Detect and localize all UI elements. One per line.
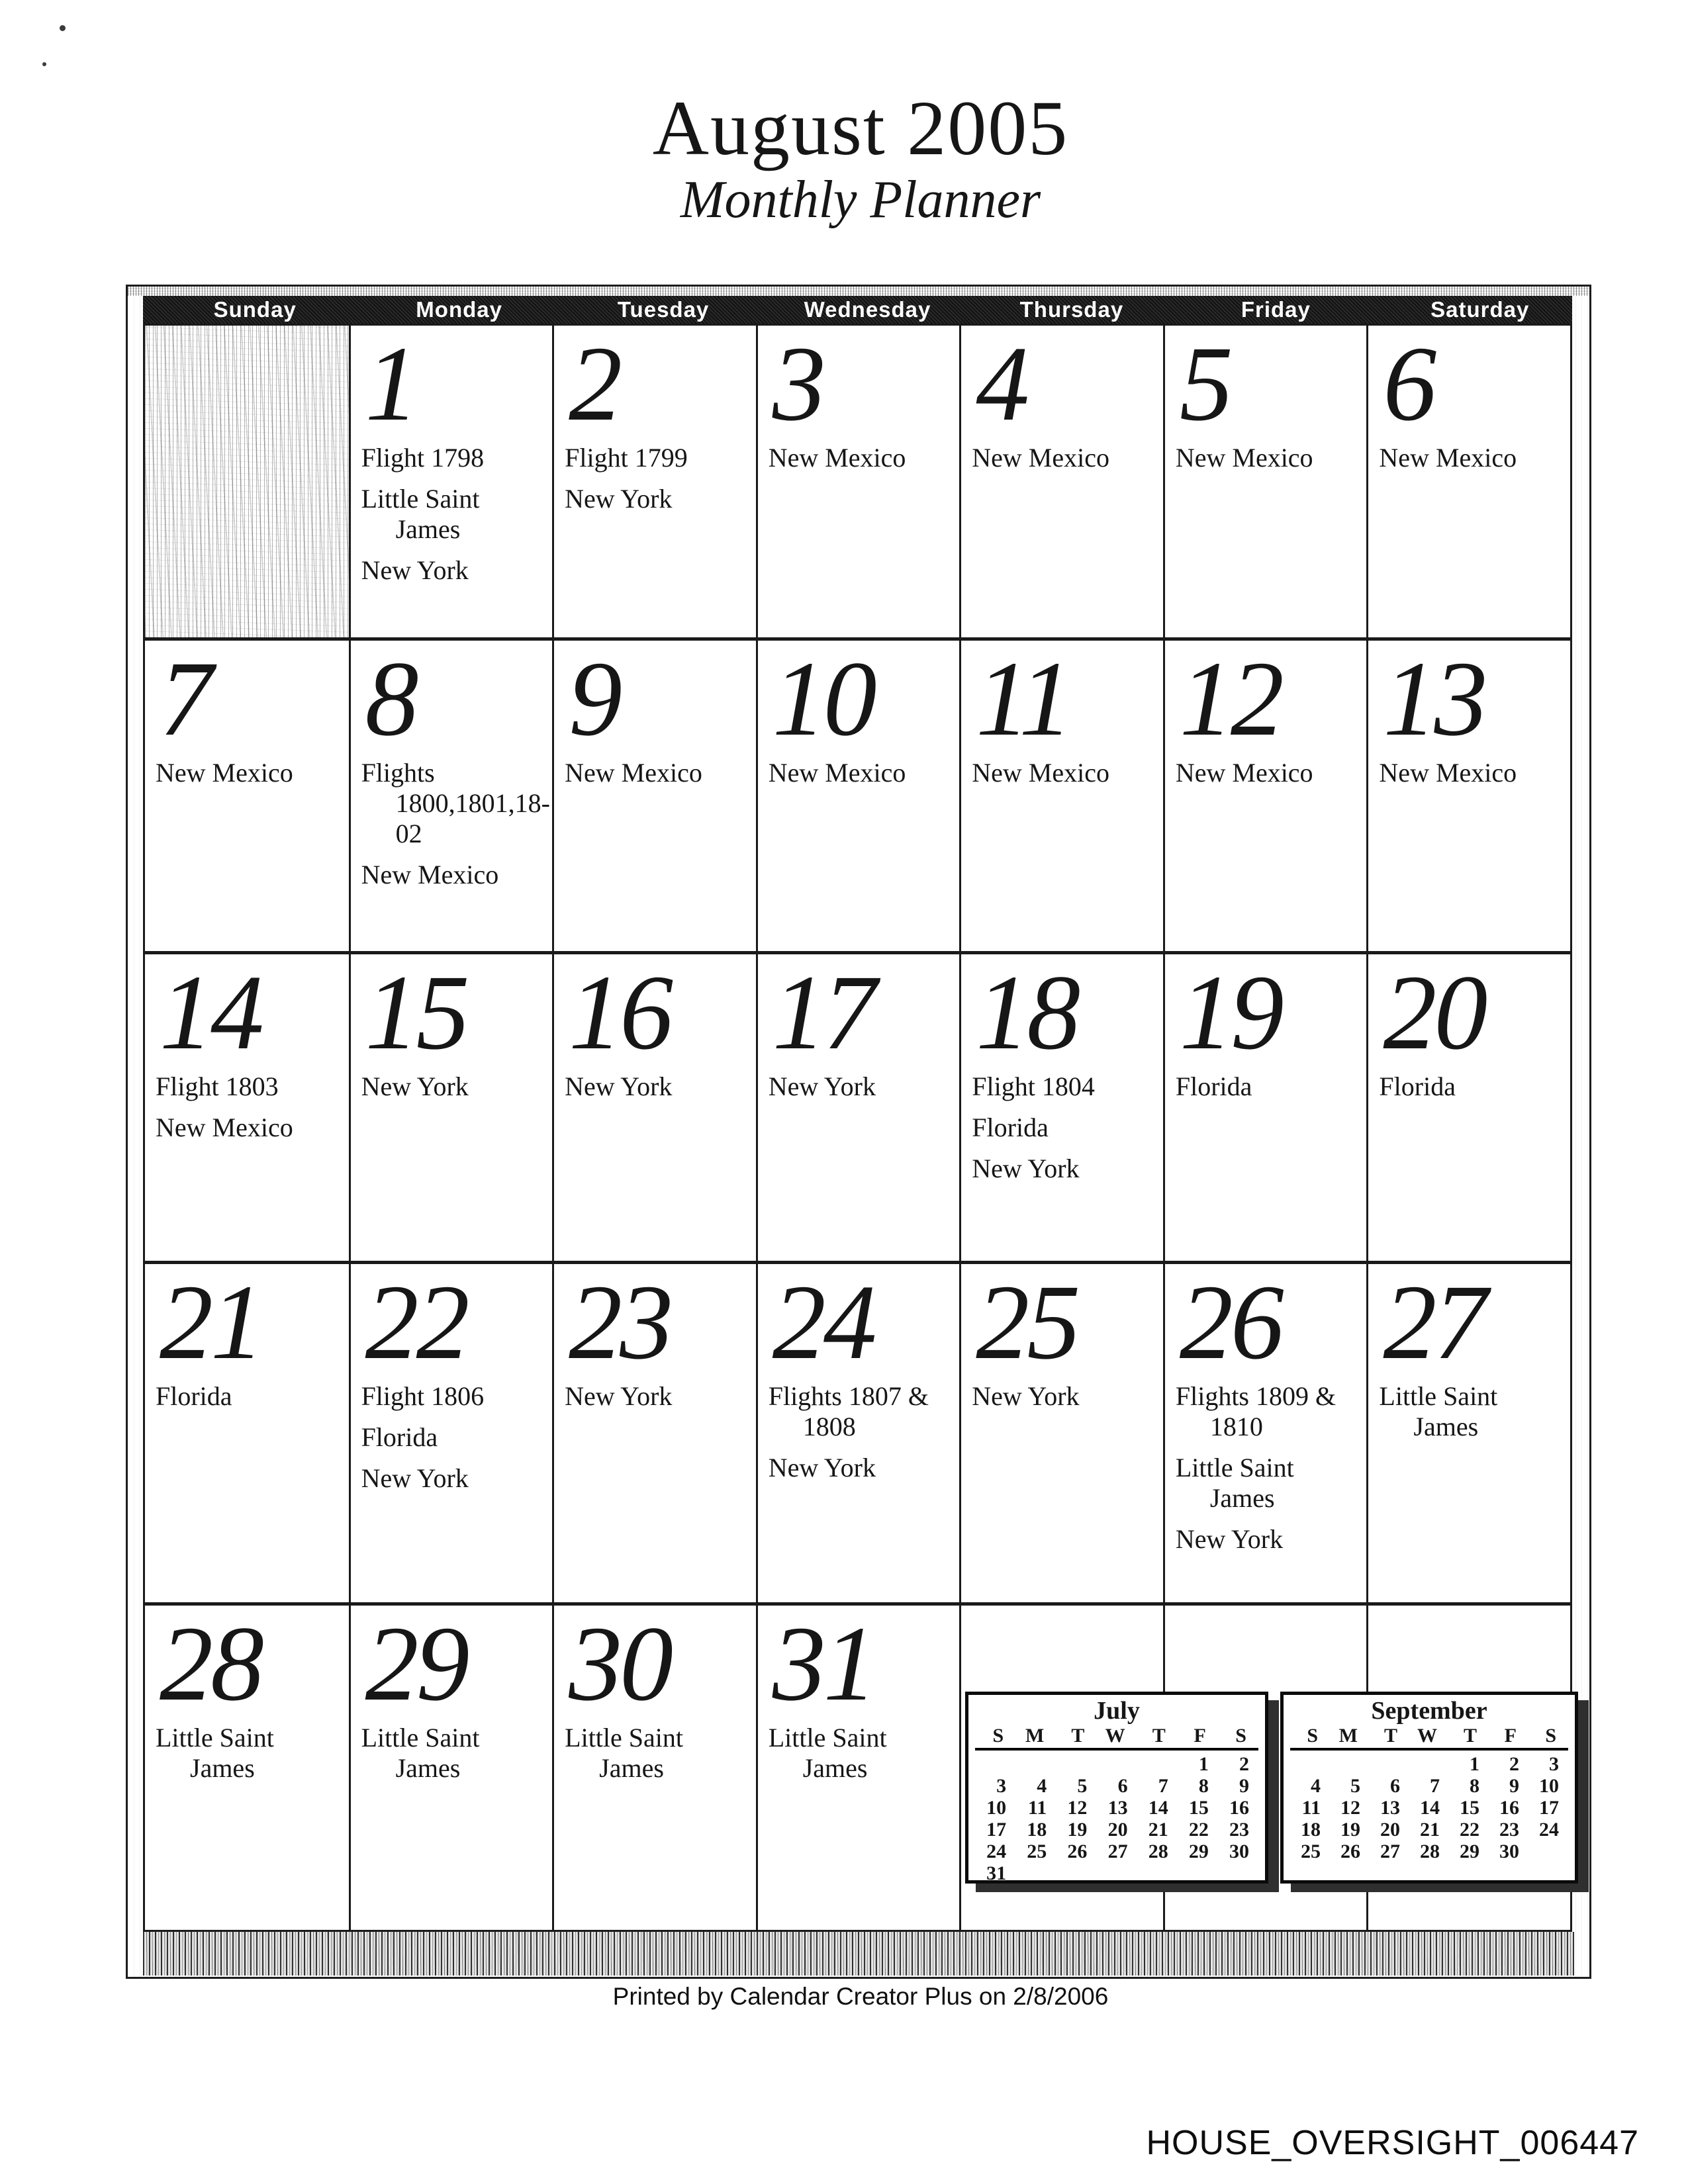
mini-day-number: 8	[1470, 1775, 1479, 1797]
calendar-event: Little Saint James	[768, 1723, 887, 1784]
calendar-event: New Mexico	[972, 758, 1109, 788]
mini-day-number: 15	[1188, 1797, 1209, 1819]
calendar-event: New York	[565, 1381, 673, 1412]
print-footer: Printed by Calendar Creator Plus on 2/8/2006	[612, 1983, 1109, 2010]
mini-day-number: 7	[1158, 1775, 1168, 1797]
mini-day-number: 17	[1539, 1797, 1559, 1819]
day-cell-28	[145, 1602, 349, 1930]
day-cell-9	[552, 637, 756, 951]
mini-empty-cell	[1137, 1862, 1178, 1884]
weekday-label-monday: Monday	[416, 297, 502, 322]
mini-day-number: 16	[1499, 1797, 1519, 1819]
mini-day-number: 31	[986, 1862, 1007, 1884]
day-cell-26	[1163, 1261, 1367, 1602]
day-cell-12	[1163, 637, 1367, 951]
mini-day-number: 2	[1239, 1753, 1249, 1775]
day-number: 26	[1179, 1263, 1282, 1382]
mini-empty-cell	[1056, 1862, 1096, 1884]
mini-day-number: 5	[1077, 1775, 1088, 1797]
calendar-event: New Mexico	[768, 443, 906, 473]
scan-artifact-dot	[42, 62, 46, 66]
frame-bottom-border	[143, 1932, 1574, 1976]
day-number: 16	[569, 954, 671, 1072]
day-cell-5	[1163, 326, 1367, 637]
mini-weekday-label: T	[1463, 1725, 1477, 1747]
mini-day-number: 2	[1509, 1753, 1519, 1775]
calendar-event: New York	[361, 1071, 469, 1102]
mini-day-number: 29	[1188, 1841, 1209, 1862]
calendar-event: Florida	[156, 1381, 232, 1412]
mini-weekday-label: F	[1504, 1725, 1517, 1747]
calendar-grid	[143, 324, 1572, 1932]
day-number: 2	[569, 326, 620, 443]
calendar-event: New York	[361, 1463, 469, 1494]
calendar-event: Flight 1799	[565, 443, 688, 473]
mini-weekday-label: S	[1235, 1725, 1246, 1747]
mini-empty-cell	[1096, 1753, 1137, 1775]
calendar-event: New Mexico	[768, 758, 906, 788]
mini-empty-cell	[1370, 1753, 1409, 1775]
day-cell-31	[756, 1602, 960, 1930]
mini-day-number: 6	[1117, 1775, 1128, 1797]
day-number: 8	[365, 640, 416, 758]
day-number: 7	[160, 640, 211, 758]
day-cell-24	[756, 1261, 960, 1602]
day-number: 28	[160, 1605, 261, 1723]
day-cell-29	[349, 1602, 553, 1930]
mini-empty-cell	[1218, 1862, 1258, 1884]
day-cell-1	[349, 326, 553, 637]
calendar-event: Little Saint James	[1379, 1381, 1498, 1442]
mini-day-number: 22	[1460, 1819, 1479, 1841]
day-number: 29	[365, 1605, 467, 1723]
mini-weekday-label: W	[1105, 1725, 1125, 1747]
mini-day-number: 6	[1390, 1775, 1400, 1797]
day-cell-10	[756, 637, 960, 951]
mini-weekday-label: M	[1338, 1725, 1358, 1747]
calendar-event: New York	[768, 1453, 876, 1483]
mini-day-number: 22	[1188, 1819, 1209, 1841]
calendar-event: Little Saint James	[361, 1723, 480, 1784]
day-number: 22	[365, 1263, 467, 1382]
day-number: 25	[976, 1263, 1078, 1382]
mini-weekday-label: S	[992, 1725, 1004, 1747]
page-title: August 2005	[652, 85, 1069, 171]
day-cell-4	[959, 326, 1163, 637]
day-cell-19	[1163, 951, 1367, 1261]
mini-day-number: 23	[1229, 1819, 1249, 1841]
calendar-event: New York	[565, 1071, 673, 1102]
calendar-event: Flight 1806	[361, 1381, 485, 1412]
day-number: 20	[1383, 954, 1485, 1072]
mini-empty-cell	[1137, 1753, 1178, 1775]
mini-day-number: 8	[1198, 1775, 1209, 1797]
calendar-event: Flights 1800,1801,18-02	[361, 758, 550, 849]
mini-empty-cell	[1528, 1841, 1568, 1862]
day-cell-15	[349, 951, 553, 1261]
mini-day-number: 17	[986, 1819, 1007, 1841]
calendar-event: New York	[972, 1154, 1080, 1184]
mini-day-number: 15	[1460, 1797, 1479, 1819]
mini-day-number: 27	[1107, 1841, 1128, 1862]
mini-day-number: 28	[1420, 1841, 1440, 1862]
day-number: 14	[160, 954, 261, 1072]
mini-day-number: 1	[1470, 1753, 1479, 1775]
mini-empty-cell	[975, 1753, 1015, 1775]
mini-day-number: 19	[1340, 1819, 1360, 1841]
day-cell-2	[552, 326, 756, 637]
mini-day-number: 4	[1311, 1775, 1321, 1797]
mini-weekday-label: S	[1545, 1725, 1556, 1747]
calendar-event: Florida	[1175, 1071, 1252, 1102]
mini-day-number: 26	[1067, 1841, 1088, 1862]
calendar-event: New Mexico	[1175, 758, 1313, 788]
day-number: 12	[1179, 640, 1282, 758]
empty-day-cell	[145, 326, 349, 637]
mini-day-number: 10	[986, 1797, 1007, 1819]
day-number: 1	[365, 326, 416, 443]
calendar-event: New Mexico	[361, 860, 499, 890]
mini-day-number: 23	[1499, 1819, 1519, 1841]
day-cell-16	[552, 951, 756, 1261]
mini-day-number: 9	[1509, 1775, 1519, 1797]
mini-day-number: 18	[1027, 1819, 1047, 1841]
mini-empty-cell	[1015, 1753, 1056, 1775]
mini-day-number: 1	[1198, 1753, 1209, 1775]
calendar-event: Florida	[972, 1113, 1049, 1143]
mini-day-number: 11	[1027, 1797, 1047, 1819]
day-number: 18	[976, 954, 1078, 1072]
day-number: 23	[569, 1263, 671, 1382]
calendar-event: New York	[972, 1381, 1080, 1412]
calendar-event: New Mexico	[565, 758, 702, 788]
mini-day-number: 21	[1420, 1819, 1440, 1841]
mini-day-number: 18	[1301, 1819, 1321, 1841]
mini-weekday-header-row	[1290, 1725, 1568, 1747]
mini-day-number: 20	[1107, 1819, 1128, 1841]
mini-day-number: 21	[1148, 1819, 1168, 1841]
day-number: 30	[569, 1605, 671, 1723]
mini-day-number: 7	[1430, 1775, 1440, 1797]
mini-day-number: 24	[1539, 1819, 1559, 1841]
mini-calendar-july	[965, 1692, 1268, 1884]
calendar-event: New Mexico	[1175, 443, 1313, 473]
calendar-event: Little Saint James	[1175, 1453, 1294, 1514]
calendar-event: New York	[768, 1071, 876, 1102]
calendar-event: New Mexico	[1379, 758, 1517, 788]
day-cell-22	[349, 1261, 553, 1602]
mini-day-number: 10	[1539, 1775, 1559, 1797]
weekday-header-row	[143, 296, 1572, 324]
mini-empty-cell	[1330, 1753, 1370, 1775]
mini-day-number: 30	[1499, 1841, 1519, 1862]
mini-day-number: 25	[1301, 1841, 1321, 1862]
day-cell-3	[756, 326, 960, 637]
day-number: 3	[772, 326, 823, 443]
calendar-event: Little Saint James	[156, 1723, 274, 1784]
day-cell-17	[756, 951, 960, 1261]
day-number: 5	[1179, 326, 1231, 443]
mini-header-rule	[975, 1748, 1258, 1751]
weekday-label-thursday: Thursday	[1019, 297, 1124, 322]
calendar-event: Flights 1809 & 1810	[1175, 1381, 1336, 1442]
day-number: 21	[160, 1263, 261, 1382]
day-cell-13	[1366, 637, 1570, 951]
page-subtitle: Monthly Planner	[680, 171, 1041, 230]
day-number: 10	[772, 640, 874, 758]
calendar-event: New Mexico	[156, 758, 293, 788]
weekday-label-friday: Friday	[1241, 297, 1311, 322]
day-cell-8	[349, 637, 553, 951]
calendar-event: New Mexico	[972, 443, 1109, 473]
calendar-event: New Mexico	[156, 1113, 293, 1143]
mini-day-number: 20	[1380, 1819, 1400, 1841]
mini-weekday-label: W	[1417, 1725, 1437, 1747]
day-number: 17	[772, 954, 874, 1072]
day-number: 4	[976, 326, 1027, 443]
mini-day-number: 4	[1037, 1775, 1047, 1797]
mini-day-number: 19	[1067, 1819, 1088, 1841]
mini-empty-cell	[1096, 1862, 1137, 1884]
mini-weekday-label: T	[1071, 1725, 1085, 1747]
calendar-event: Little Saint James	[361, 484, 480, 545]
mini-day-number: 27	[1380, 1841, 1400, 1862]
mini-day-number: 14	[1420, 1797, 1440, 1819]
mini-weekday-label: M	[1025, 1725, 1045, 1747]
day-cell-6	[1366, 326, 1570, 637]
day-number: 13	[1383, 640, 1485, 758]
weekday-label-saturday: Saturday	[1430, 297, 1530, 322]
mini-day-number: 16	[1229, 1797, 1249, 1819]
mini-empty-cell	[1015, 1862, 1056, 1884]
mini-empty-cell	[1409, 1753, 1449, 1775]
calendar-event: New Mexico	[1379, 443, 1517, 473]
day-cell-23	[552, 1261, 756, 1602]
mini-day-grid	[975, 1753, 1258, 1884]
day-number: 11	[976, 640, 1070, 758]
mini-day-number: 28	[1148, 1841, 1168, 1862]
mini-day-number: 24	[986, 1841, 1007, 1862]
calendar-event: Flight 1798	[361, 443, 485, 473]
mini-empty-cell	[1178, 1862, 1218, 1884]
calendar-event: New York	[361, 555, 469, 586]
day-cell-25	[959, 1261, 1163, 1602]
mini-day-number: 5	[1350, 1775, 1360, 1797]
day-cell-14	[145, 951, 349, 1261]
calendar-event: Flight 1803	[156, 1071, 279, 1102]
mini-empty-cell	[1290, 1753, 1330, 1775]
weekday-label-wednesday: Wednesday	[804, 297, 931, 322]
frame-top-border	[128, 287, 1589, 296]
mini-day-number: 11	[1301, 1797, 1321, 1819]
mini-day-number: 3	[1549, 1753, 1559, 1775]
day-number: 6	[1383, 326, 1434, 443]
mini-day-number: 12	[1340, 1797, 1360, 1819]
day-number: 27	[1383, 1263, 1485, 1382]
mini-day-number: 30	[1229, 1841, 1249, 1862]
mini-weekday-label: T	[1152, 1725, 1166, 1747]
mini-day-grid	[1290, 1753, 1568, 1862]
day-cell-7	[145, 637, 349, 951]
mini-day-number: 14	[1148, 1797, 1168, 1819]
mini-header-rule	[1290, 1748, 1568, 1751]
day-cell-30	[552, 1602, 756, 1930]
mini-day-number: 13	[1380, 1797, 1400, 1819]
scan-artifact-dot	[60, 25, 66, 31]
mini-weekday-label: S	[1307, 1725, 1318, 1747]
mini-day-number: 13	[1107, 1797, 1128, 1819]
title-block	[126, 85, 1595, 228]
mini-weekday-label: F	[1194, 1725, 1206, 1747]
mini-empty-cell	[1056, 1753, 1096, 1775]
day-cell-27	[1366, 1261, 1570, 1602]
mini-calendar-title: July	[1094, 1697, 1140, 1725]
calendar-event: Flight 1804	[972, 1071, 1095, 1102]
mini-weekday-label: T	[1383, 1725, 1397, 1747]
day-number: 15	[365, 954, 467, 1072]
mini-day-number: 9	[1239, 1775, 1249, 1797]
mini-day-number: 25	[1027, 1841, 1047, 1862]
mini-day-number: 12	[1067, 1797, 1088, 1819]
calendar-event: Florida	[361, 1422, 438, 1453]
weekday-label-sunday: Sunday	[213, 297, 297, 322]
day-number: 31	[772, 1605, 874, 1723]
day-number: 19	[1179, 954, 1282, 1072]
calendar-event: New York	[1175, 1524, 1284, 1555]
day-cell-18	[959, 951, 1163, 1261]
calendar-event: New York	[565, 484, 673, 514]
mini-weekday-header-row	[975, 1725, 1258, 1747]
day-cell-20	[1366, 951, 1570, 1261]
day-cell-11	[959, 637, 1163, 951]
mini-day-number: 29	[1460, 1841, 1479, 1862]
bates-number: HOUSE_OVERSIGHT_006447	[1146, 2124, 1639, 2162]
mini-calendar-title: September	[1371, 1697, 1487, 1725]
day-number: 9	[569, 640, 620, 758]
weekday-label-tuesday: Tuesday	[617, 297, 710, 322]
calendar-event: Flights 1807 & 1808	[768, 1381, 929, 1442]
day-number: 24	[772, 1263, 874, 1382]
mini-day-number: 3	[996, 1775, 1007, 1797]
calendar-event: Little Saint James	[565, 1723, 684, 1784]
mini-day-number: 26	[1340, 1841, 1360, 1862]
mini-calendar-september	[1280, 1692, 1578, 1884]
calendar-event: Florida	[1379, 1071, 1456, 1102]
day-cell-21	[145, 1261, 349, 1602]
